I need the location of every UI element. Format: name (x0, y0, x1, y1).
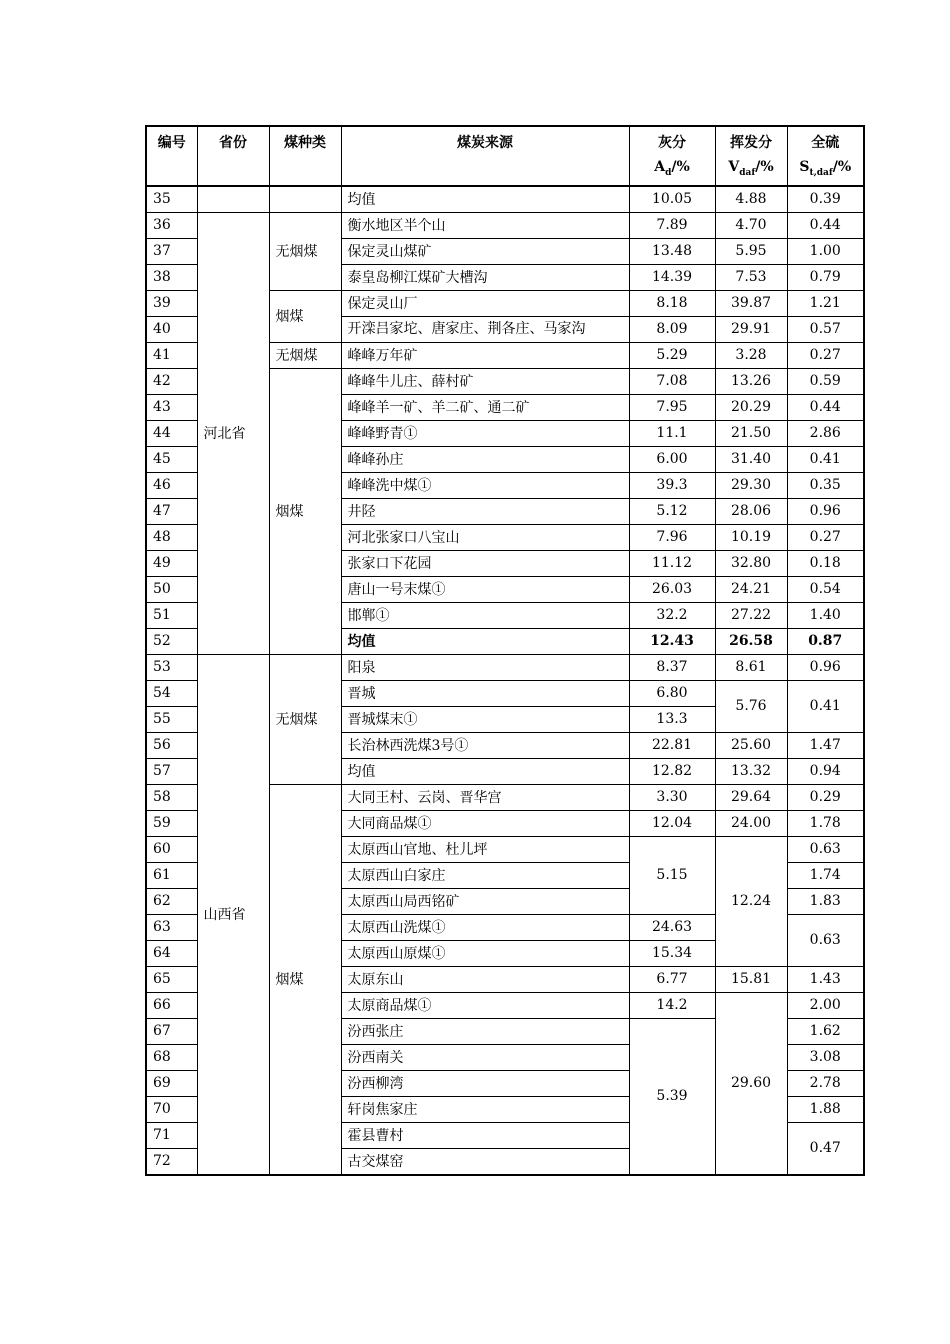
table-row (146, 212, 864, 238)
row-id: 61 (146, 862, 197, 888)
sulfur-cell: 2.00 (787, 992, 864, 1018)
source-cell: 汾西南关 (341, 1044, 629, 1070)
volatile-cell: 24.21 (715, 576, 787, 602)
source-cell: 太原西山白家庄 (341, 862, 629, 888)
source-cell: 开滦吕家坨、唐家庄、荆各庄、马家沟 (341, 316, 629, 342)
source-cell: 汾西张庄 (341, 1018, 629, 1044)
sulfur-cell: 0.39 (787, 186, 864, 213)
coal-type-cell: 烟煤 (269, 784, 341, 1175)
row-id: 47 (146, 498, 197, 524)
sulfur-cell: 1.00 (787, 238, 864, 264)
source-cell: 古交煤窑 (341, 1148, 629, 1175)
ash-cell: 6.00 (629, 446, 715, 472)
volatile-cell: 24.00 (715, 810, 787, 836)
coal-type-cell: 烟煤 (269, 290, 341, 342)
source-cell: 唐山一号末煤① (341, 576, 629, 602)
ash-cell: 12.04 (629, 810, 715, 836)
sulfur-cell: 0.63 (787, 836, 864, 862)
row-id: 55 (146, 706, 197, 732)
row-id: 43 (146, 394, 197, 420)
ash-cell: 7.08 (629, 368, 715, 394)
ash-cell: 7.95 (629, 394, 715, 420)
row-id: 42 (146, 368, 197, 394)
sulfur-cell: 1.74 (787, 862, 864, 888)
volatile-cell: 39.87 (715, 290, 787, 316)
volatile-cell: 3.28 (715, 342, 787, 368)
volatile-cell: 28.06 (715, 498, 787, 524)
source-cell: 峰峰万年矿 (341, 342, 629, 368)
sulfur-cell: 1.83 (787, 888, 864, 914)
row-id: 53 (146, 654, 197, 680)
row-id: 36 (146, 212, 197, 238)
coal-type-cell: 无烟煤 (269, 212, 341, 290)
volatile-cell: 26.58 (715, 628, 787, 654)
source-cell: 峰峰野青① (341, 420, 629, 446)
sulfur-cell: 0.47 (787, 1122, 864, 1175)
row-id: 63 (146, 914, 197, 940)
source-cell: 长治林西洗煤3号① (341, 732, 629, 758)
row-id: 54 (146, 680, 197, 706)
coal-quality-table (145, 125, 865, 1176)
ash-cell: 5.12 (629, 498, 715, 524)
row-id: 35 (146, 186, 197, 213)
volatile-cell: 21.50 (715, 420, 787, 446)
ash-cell: 10.05 (629, 186, 715, 213)
row-id: 57 (146, 758, 197, 784)
volatile-cell: 8.61 (715, 654, 787, 680)
source-cell: 太原西山官地、杜儿坪 (341, 836, 629, 862)
volatile-cell: 27.22 (715, 602, 787, 628)
coal-type-cell-empty (269, 186, 341, 213)
sulfur-cell: 0.63 (787, 914, 864, 966)
sulfur-cell: 0.44 (787, 212, 864, 238)
ash-cell: 11.1 (629, 420, 715, 446)
header-volatile: 挥发分 $V_{daf}/\%$ (715, 126, 787, 186)
sulfur-cell: 1.47 (787, 732, 864, 758)
row-id: 37 (146, 238, 197, 264)
source-cell: 保定灵山厂 (341, 290, 629, 316)
volatile-cell: 4.70 (715, 212, 787, 238)
source-cell: 均值 (341, 186, 629, 213)
volatile-cell: 29.91 (715, 316, 787, 342)
source-cell: 张家口下花园 (341, 550, 629, 576)
header-id: 编号 (146, 126, 197, 186)
sulfur-cell: 0.27 (787, 524, 864, 550)
source-cell: 晋城煤末① (341, 706, 629, 732)
source-cell: 峰峰孙庄 (341, 446, 629, 472)
sulfur-cell: 0.79 (787, 264, 864, 290)
row-id: 49 (146, 550, 197, 576)
source-cell: 晋城 (341, 680, 629, 706)
row-id: 70 (146, 1096, 197, 1122)
source-cell: 太原西山局西铭矿 (341, 888, 629, 914)
volatile-cell: 5.95 (715, 238, 787, 264)
row-id: 58 (146, 784, 197, 810)
volatile-cell: 20.29 (715, 394, 787, 420)
sulfur-cell: 1.78 (787, 810, 864, 836)
province-cell-empty (197, 186, 269, 213)
sulfur-cell: 1.43 (787, 966, 864, 992)
volatile-cell: 7.53 (715, 264, 787, 290)
volatile-cell: 29.60 (715, 992, 787, 1175)
sulfur-cell: 0.29 (787, 784, 864, 810)
ash-cell: 14.2 (629, 992, 715, 1018)
ash-cell: 26.03 (629, 576, 715, 602)
sulfur-cell: 0.35 (787, 472, 864, 498)
coal-type-cell: 无烟煤 (269, 342, 341, 368)
row-id: 52 (146, 628, 197, 654)
volatile-cell: 29.30 (715, 472, 787, 498)
ash-cell: 3.30 (629, 784, 715, 810)
row-id: 71 (146, 1122, 197, 1148)
source-cell: 太原西山洗煤① (341, 914, 629, 940)
source-cell: 霍县曹村 (341, 1122, 629, 1148)
header-row (146, 126, 864, 186)
ash-cell: 8.18 (629, 290, 715, 316)
sulfur-cell: 2.86 (787, 420, 864, 446)
table-row (146, 654, 864, 680)
source-cell: 保定灵山煤矿 (341, 238, 629, 264)
sulfur-cell: 0.87 (787, 628, 864, 654)
sulfur-cell: 0.18 (787, 550, 864, 576)
header-province: 省份 (197, 126, 269, 186)
row-id: 50 (146, 576, 197, 602)
sulfur-cell: 1.88 (787, 1096, 864, 1122)
source-cell: 太原商品煤① (341, 992, 629, 1018)
source-cell: 泰皇岛柳江煤矿大槽沟 (341, 264, 629, 290)
ash-cell: 12.82 (629, 758, 715, 784)
sulfur-cell: 2.78 (787, 1070, 864, 1096)
row-id: 44 (146, 420, 197, 446)
row-id: 41 (146, 342, 197, 368)
sulfur-cell: 0.41 (787, 680, 864, 732)
source-cell: 太原东山 (341, 966, 629, 992)
ash-cell: 14.39 (629, 264, 715, 290)
ash-cell: 13.48 (629, 238, 715, 264)
sulfur-cell: 0.59 (787, 368, 864, 394)
source-cell: 汾西柳湾 (341, 1070, 629, 1096)
header-source: 煤炭来源 (341, 126, 629, 186)
source-cell: 太原西山原煤① (341, 940, 629, 966)
volatile-cell: 4.88 (715, 186, 787, 213)
ash-cell: 11.12 (629, 550, 715, 576)
ash-cell: 6.77 (629, 966, 715, 992)
ash-cell: 22.81 (629, 732, 715, 758)
source-cell: 河北张家口八宝山 (341, 524, 629, 550)
header-coal-type: 煤种类 (269, 126, 341, 186)
sulfur-cell: 0.94 (787, 758, 864, 784)
province-cell: 山西省 (197, 654, 269, 1175)
row-id: 62 (146, 888, 197, 914)
row-id: 64 (146, 940, 197, 966)
ash-cell: 8.09 (629, 316, 715, 342)
ash-cell: 15.34 (629, 940, 715, 966)
row-id: 56 (146, 732, 197, 758)
row-id: 67 (146, 1018, 197, 1044)
ash-cell: 13.3 (629, 706, 715, 732)
sulfur-cell: 3.08 (787, 1044, 864, 1070)
table-row (146, 186, 864, 213)
ash-cell: 32.2 (629, 602, 715, 628)
sulfur-cell: 0.27 (787, 342, 864, 368)
sulfur-cell: 1.62 (787, 1018, 864, 1044)
volatile-cell: 12.24 (715, 836, 787, 966)
volatile-cell: 5.76 (715, 680, 787, 732)
source-cell: 邯郸① (341, 602, 629, 628)
source-cell: 衡水地区半个山 (341, 212, 629, 238)
ash-cell: 5.29 (629, 342, 715, 368)
ash-cell: 24.63 (629, 914, 715, 940)
volatile-cell: 25.60 (715, 732, 787, 758)
row-id: 51 (146, 602, 197, 628)
source-cell: 阳泉 (341, 654, 629, 680)
coal-type-cell: 无烟煤 (269, 654, 341, 784)
ash-cell: 7.96 (629, 524, 715, 550)
row-id: 69 (146, 1070, 197, 1096)
row-id: 45 (146, 446, 197, 472)
ash-cell: 12.43 (629, 628, 715, 654)
sulfur-cell: 0.44 (787, 394, 864, 420)
ash-cell: 6.80 (629, 680, 715, 706)
sulfur-cell: 0.96 (787, 654, 864, 680)
source-cell: 峰峰牛儿庄、薛村矿 (341, 368, 629, 394)
source-cell: 均值 (341, 628, 629, 654)
row-id: 72 (146, 1148, 197, 1175)
province-cell: 河北省 (197, 212, 269, 654)
row-id: 39 (146, 290, 197, 316)
row-id: 48 (146, 524, 197, 550)
volatile-cell: 31.40 (715, 446, 787, 472)
ash-cell: 8.37 (629, 654, 715, 680)
source-cell: 均值 (341, 758, 629, 784)
row-id: 68 (146, 1044, 197, 1070)
volatile-cell: 10.19 (715, 524, 787, 550)
ash-cell: 5.39 (629, 1018, 715, 1175)
row-id: 65 (146, 966, 197, 992)
coal-type-cell: 烟煤 (269, 368, 341, 654)
source-cell: 轩岗焦家庄 (341, 1096, 629, 1122)
row-id: 46 (146, 472, 197, 498)
row-id: 59 (146, 810, 197, 836)
source-cell: 大同王村、云岗、晋华宫 (341, 784, 629, 810)
volatile-cell: 29.64 (715, 784, 787, 810)
row-id: 38 (146, 264, 197, 290)
row-id: 40 (146, 316, 197, 342)
ash-cell: 39.3 (629, 472, 715, 498)
sulfur-cell: 0.57 (787, 316, 864, 342)
sulfur-cell: 0.41 (787, 446, 864, 472)
sulfur-cell: 1.40 (787, 602, 864, 628)
source-cell: 井陉 (341, 498, 629, 524)
sulfur-cell: 0.54 (787, 576, 864, 602)
header-sulfur: 全硫 $S_{t,daf}/\%$ (787, 126, 864, 186)
sulfur-cell: 0.96 (787, 498, 864, 524)
volatile-cell: 32.80 (715, 550, 787, 576)
volatile-cell: 15.81 (715, 966, 787, 992)
source-cell: 峰峰羊一矿、羊二矿、通二矿 (341, 394, 629, 420)
ash-cell: 5.15 (629, 836, 715, 914)
row-id: 60 (146, 836, 197, 862)
row-id: 66 (146, 992, 197, 1018)
ash-cell: 7.89 (629, 212, 715, 238)
source-cell: 峰峰洗中煤① (341, 472, 629, 498)
source-cell: 大同商品煤① (341, 810, 629, 836)
sulfur-cell: 1.21 (787, 290, 864, 316)
volatile-cell: 13.32 (715, 758, 787, 784)
volatile-cell: 13.26 (715, 368, 787, 394)
header-ash: 灰分 $A_d/\%$ (629, 126, 715, 186)
